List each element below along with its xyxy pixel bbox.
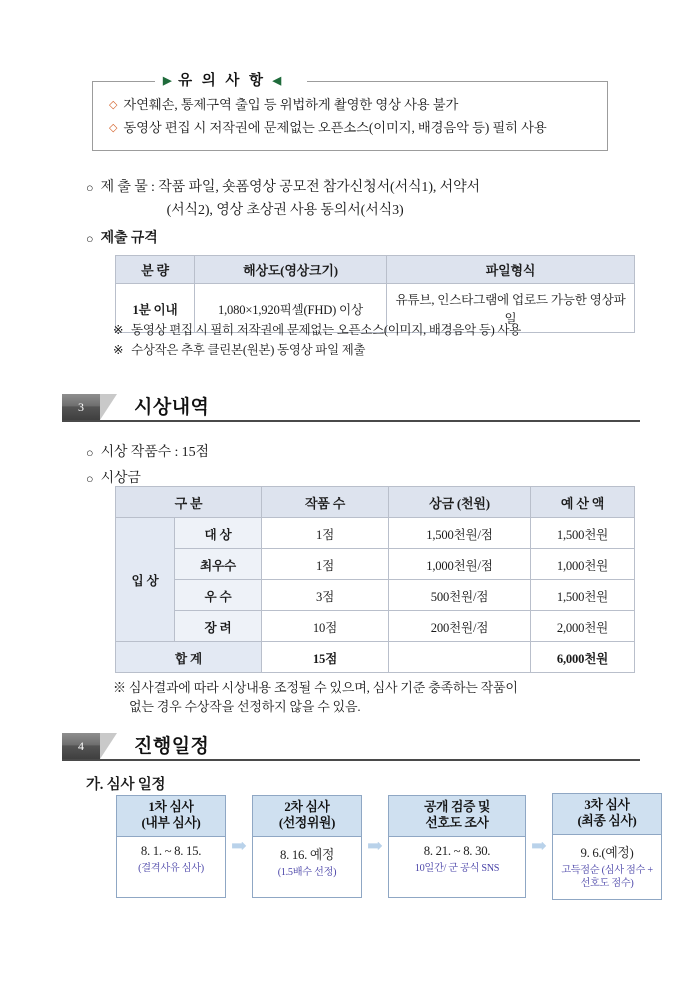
flow-step-2-head-line2: (선정위원) (278, 816, 336, 831)
cell-amount: 500천원/점 (389, 580, 531, 611)
flow-step-2-head-line1: 2차 심사 (284, 800, 330, 815)
circle-bullet-icon: ○ (86, 472, 94, 486)
cell-budget: 2,000천원 (531, 611, 635, 642)
section-header-4 (62, 733, 640, 763)
notice-item-text: 자연훼손, 통제구역 출입 등 위법하게 촬영한 영상 사용 불가 (123, 97, 459, 112)
reference-mark-icon: ※ (113, 680, 126, 695)
submission-items (86, 177, 480, 222)
flow-step-1-head (117, 796, 225, 837)
section-rule (62, 759, 640, 761)
sub-heading-review-schedule: 가. 심사 일정 (86, 777, 166, 793)
section-number-badge: 3 (62, 394, 100, 420)
arrow-right-icon: ➡ (231, 836, 247, 858)
submission-items-text (101, 177, 480, 222)
flow-step-2-body (253, 837, 361, 897)
flow-step-3-head-line1: 공개 검증 및 (423, 800, 491, 815)
table-row (116, 611, 635, 642)
reference-mark-icon: ※ (113, 343, 124, 357)
cell-total-amount (389, 642, 531, 673)
flow-step-1 (116, 795, 226, 898)
section-title: 진행일정 (134, 736, 210, 757)
cell-amount: 1,000천원/점 (389, 549, 531, 580)
flow-step-4-date: 9. 6.(예정) (580, 845, 634, 860)
notice-top-rule-left (93, 81, 155, 82)
notice-box (92, 73, 608, 151)
section-header-3 (62, 394, 640, 424)
flow-step-3-head-line2: 선호도 조사 (425, 816, 489, 831)
diamond-bullet-icon: ◇ (109, 99, 118, 111)
cell-amount: 1,500천원/점 (389, 518, 531, 549)
cell-count: 1점 (262, 518, 389, 549)
cell-budget: 1,000천원 (531, 549, 635, 580)
notice-title (155, 71, 289, 91)
notice-item (109, 95, 593, 116)
review-schedule-flow (116, 793, 662, 900)
flow-step-2 (252, 795, 362, 898)
arrow-right-icon: ➡ (531, 836, 547, 858)
cell-grade: 장 려 (175, 611, 262, 642)
circle-bullet-icon: ○ (86, 232, 94, 246)
flow-step-4-head-line2: (최종 심사) (577, 813, 637, 828)
award-count-text: 시상 작품수 : 15점 (100, 445, 209, 460)
column-header-budget: 예 산 액 (531, 487, 635, 518)
prize-note (113, 679, 518, 717)
submission-spec-heading (86, 228, 158, 251)
cell-total-count: 15점 (262, 642, 389, 673)
flow-step-4-sub: 고득점순 (심사 점수 + 선호도 점수) (561, 864, 653, 889)
cell-total-budget: 6,000천원 (531, 642, 635, 673)
flow-step-4-head (553, 794, 661, 835)
flow-step-3 (388, 795, 526, 898)
flow-step-2-date: 8. 16. 예정 (279, 848, 335, 863)
section-badge-tail (100, 394, 117, 420)
notice-top-rule-right (307, 81, 607, 82)
cell-fileformat: 유튜브, 인스타그램에 업로드 가능한 영상파일 (387, 284, 635, 333)
circle-bullet-icon: ○ (86, 446, 94, 460)
cell-grade: 우 수 (175, 580, 262, 611)
diamond-bullet-icon: ◇ (109, 121, 118, 134)
prize-note-line1: 심사결과에 따라 시상내용 조정될 수 있으며, 심사 기준 충족하는 작품이 (128, 680, 518, 695)
table-row (116, 580, 635, 611)
notice-item (109, 118, 593, 139)
notice-section (92, 72, 608, 151)
cell-budget: 1,500천원 (531, 518, 635, 549)
spec-note-1-text: 동영상 편집 시 필히 저작권에 문제없는 오픈소스(이미지, 배경음악 등) 사용 (131, 323, 522, 337)
section-title: 시상내역 (134, 397, 210, 418)
cell-grade: 최우수 (175, 549, 262, 580)
flow-step-1-head-line1: 1차 심사 (148, 800, 194, 815)
flow-step-3-head (389, 796, 525, 837)
flow-step-2-head (253, 796, 361, 837)
submission-spec-label: 제출 규격 (100, 231, 158, 246)
spec-note-2-text: 수상작은 추후 클린본(원본) 동영상 파일 제출 (131, 343, 366, 357)
flow-step-1-date: 8. 1. ~ 8. 15. (140, 844, 202, 859)
cell-count: 1점 (262, 549, 389, 580)
submission-items-line2: (서식2), 영상 초상권 사용 동의서(서식3) (166, 202, 404, 218)
notice-title-text: 유 의 사 항 (178, 73, 266, 89)
column-header-amount: 상금 (천원) (389, 487, 531, 518)
section-badge-tail (100, 733, 117, 759)
cell-count: 10점 (262, 611, 389, 642)
table-header-row (116, 487, 635, 518)
reference-mark-icon: ※ (113, 323, 124, 337)
flow-step-1-body (117, 837, 225, 897)
flow-step-1-head-line2: (내부 심사) (141, 816, 201, 831)
spec-note-1 (113, 321, 521, 340)
flow-step-2-sub: (1.5배수 선정) (277, 867, 337, 879)
circle-bullet-icon: ○ (86, 181, 94, 195)
table-header-row (116, 256, 635, 284)
prize-money-text: 시상금 (100, 471, 141, 486)
cell-volume: 1분 이내 (116, 284, 195, 333)
flow-step-3-body (389, 837, 525, 897)
spec-note-2 (113, 341, 365, 360)
flow-step-3-sub: 10일간/ 군 공식 SNS (414, 863, 500, 875)
cell-total-label: 합 계 (116, 642, 262, 673)
column-header-volume: 분 량 (116, 256, 195, 284)
arrow-right-icon: ➡ (367, 836, 383, 858)
triangle-right-icon: ▶ (163, 75, 172, 87)
prize-note-line2: 없는 경우 수상작을 선정하지 않을 수 있음. (129, 698, 361, 714)
flow-step-1-sub: (결격사유 심사) (138, 863, 204, 875)
award-count-item (86, 442, 209, 465)
section-number-badge: 4 (62, 733, 100, 759)
table-total-row (116, 642, 635, 673)
column-header-resolution: 해상도(영상크기) (195, 256, 387, 284)
flow-step-4-body (553, 835, 661, 900)
cell-count: 3점 (262, 580, 389, 611)
cell-amount: 200천원/점 (389, 611, 531, 642)
cell-group-label: 입 상 (116, 518, 175, 642)
triangle-left-icon: ◀ (272, 75, 282, 87)
column-header-count: 작품 수 (262, 487, 389, 518)
submission-items-line1: 제 출 물 : 작품 파일, 숏폼영상 공모전 참가신청서(서식1), 서약서 (100, 180, 480, 195)
column-header-division: 구 분 (116, 487, 262, 518)
cell-resolution: 1,080×1,920픽셀(FHD) 이상 (195, 284, 387, 333)
cell-grade: 대 상 (175, 518, 262, 549)
flow-step-4-head-line1: 3차 심사 (584, 798, 630, 812)
table-row (116, 549, 635, 580)
flow-step-4 (552, 793, 662, 900)
notice-item-text: 동영상 편집 시 저작권에 문제없는 오픈소스(이미지, 배경음악 등) 필히 사용 (123, 119, 547, 135)
column-header-fileformat: 파일형식 (387, 256, 635, 284)
flow-step-3-date: 8. 21. ~ 8. 30. (423, 844, 491, 859)
section-rule (62, 420, 640, 422)
table-row (116, 518, 635, 549)
cell-budget: 1,500천원 (531, 580, 635, 611)
prize-table (115, 486, 635, 673)
